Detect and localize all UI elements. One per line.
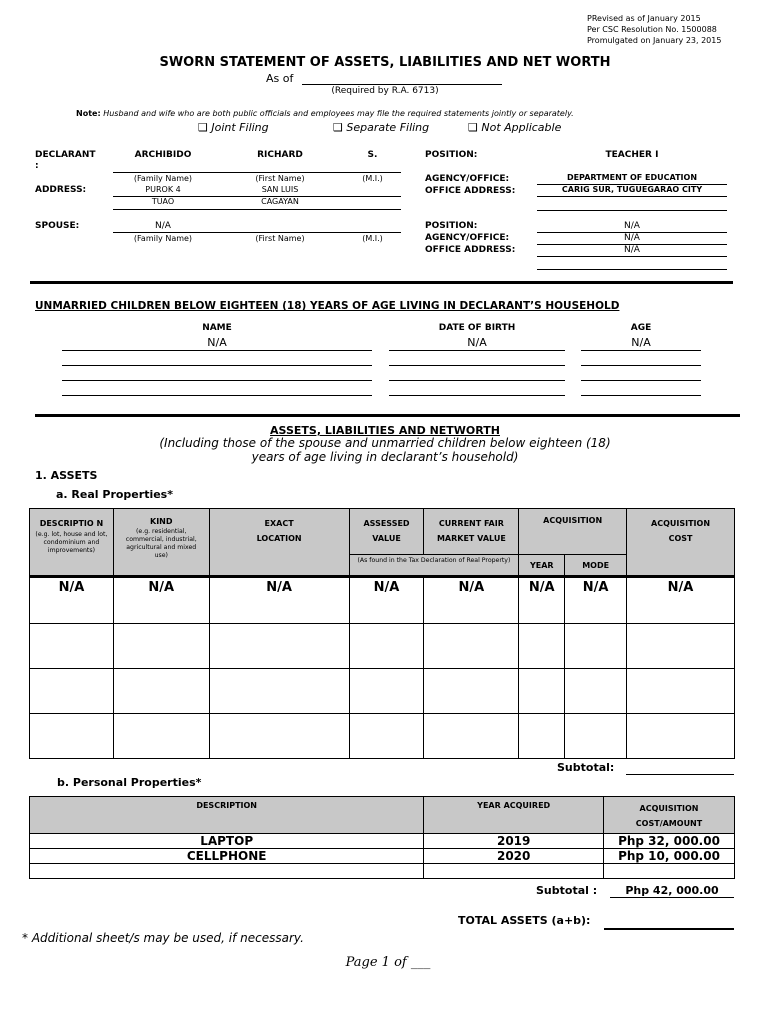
revision-line-1: PRevised as of January 2015 [587,14,701,23]
section-divider-2 [35,414,740,417]
header-kind-note: (e.g. residential, commercial, industrial, agricultural and mixed use) [125,528,197,559]
real-assessed: N/A [349,577,424,624]
real-acq-cost: N/A [627,577,735,624]
header-personal-year: YEAR ACQUIRED [424,797,604,834]
joint-filing-option[interactable] [198,121,269,134]
spouse-label: SPOUSE: [35,221,80,231]
child-age: N/A [631,336,651,349]
note-label: Note: [76,109,101,118]
spouse-position: N/A [624,221,640,231]
declarant-mi: S. [367,150,378,160]
office-address-line [537,196,727,197]
sub-mi: (M.I.) [362,174,383,183]
address-line1b: SAN LUIS [261,185,299,194]
personal-properties-table [29,796,735,879]
spouse-sub-first: (First Name) [255,234,305,243]
as-of-label: As of [266,72,294,85]
real-mode: N/A [565,577,627,624]
note-text: Husband and wife who are both public officials and employees may file the required statements jointly or separately. [103,109,574,118]
separate-filing-option[interactable] [333,121,429,134]
personal-cost-2: Php 10, 000.00 [604,849,735,864]
header-kind [113,509,209,577]
sub-first-name: (First Name) [255,174,305,183]
office-address-line-2 [537,210,727,211]
children-heading: UNMARRIED CHILDREN BELOW EIGHTEEN (18) YEARS OF AGE LIVING IN DECLARANT’S HOUSEHOLD [35,300,620,312]
spouse-sub-family: (Family Name) [133,234,193,243]
real-subtotal-line[interactable] [626,774,734,775]
table-row [30,834,735,849]
personal-cost-1: Php 32, 000.00 [604,834,735,849]
header-year: YEAR [519,555,565,577]
declarant-label: DECLARANT [35,150,96,160]
real-fair-market: N/A [424,577,519,624]
declarant-colon: : [35,161,39,171]
header-kind-label: KIND [150,517,173,526]
children-col-dob: DATE OF BIRTH [438,323,516,333]
personal-year-2: 2020 [424,849,604,864]
declarant-name-line [113,172,401,173]
address-line2b: CAGAYAN [261,197,299,206]
personal-year-1: 2019 [424,834,604,849]
real-year: N/A [519,577,565,624]
joint-filing-label: Joint Filing [211,121,269,134]
table-row [30,669,735,714]
real-subtotal-label: Subtotal: [557,761,615,774]
note [76,109,574,118]
personal-subtotal: Php 42, 000.00 [625,884,719,897]
real-kind: N/A [113,577,209,624]
spouse-office-line-2 [537,269,727,270]
address-label: ADDRESS: [35,185,87,195]
revision-line-2: Per CSC Resolution No. 1500088 [587,25,717,34]
position-label: POSITION: [425,150,478,160]
page-footer: Page 1 of ___ [345,955,431,970]
total-assets-line[interactable] [604,928,734,930]
declarant-family-name: ARCHIBIDO [134,150,192,160]
table-row [30,624,735,669]
children-col-name: NAME [202,323,232,333]
checkbox-icon[interactable]: ❑ [468,121,478,134]
spouse-office-address-label: OFFICE ADDRESS: [425,245,516,255]
header-description-label: DESCRIPTIO N [39,519,104,528]
spouse-office-line [537,256,727,257]
personal-subtotal-label: Subtotal : [536,884,598,897]
checkbox-icon[interactable]: ❑ [333,121,343,134]
address-line2a: TUAO [151,197,175,206]
personal-description-2: CELLPHONE [30,849,424,864]
table-row [30,714,735,759]
agency-label: AGENCY/OFFICE: [425,174,510,184]
child-name: N/A [207,336,227,349]
spouse-agency-label: AGENCY/OFFICE: [425,233,510,243]
total-assets-label: TOTAL ASSETS (a+b): [458,914,591,927]
required-by: (Required by R.A. 6713) [331,86,439,96]
spouse-position-label: POSITION: [425,221,478,231]
table-row [30,864,735,879]
alnw-sub-2: years of age living in declarant’s household) [251,450,519,464]
spouse-agency: N/A [624,233,640,243]
revision-block [587,13,721,46]
header-tax-note: (As found in the Tax Declaration of Real Property) [349,555,519,577]
section-divider-1 [30,281,733,284]
alnw-heading: ASSETS, LIABILITIES AND NETWORTH [270,424,500,437]
header-description [30,509,114,577]
personal-properties-heading: b. Personal Properties* [57,776,202,789]
header-acquisition [519,509,627,555]
header-acquisition-label: ACQUISITION [543,516,603,525]
header-mode: MODE [565,555,627,577]
declarant-position: TEACHER I [605,150,659,160]
assets-heading: 1. ASSETS [35,469,98,482]
address-line-2 [113,209,401,210]
real-properties-table [29,508,735,759]
alnw-sub-1: (Including those of the spouse and unmarried children below eighteen (18) [159,436,611,450]
children-col-age: AGE [630,323,652,333]
sub-family-name: (Family Name) [133,174,193,183]
real-description: N/A [30,577,114,624]
header-fair-market-label: CURRENT FAIR MARKET VALUE [436,519,506,543]
separate-filing-label: Separate Filing [346,121,430,134]
spouse-sub-mi: (M.I.) [362,234,383,243]
header-description-note: (e.g. lot, house and lot, condominium and improvements) [35,531,108,554]
revision-line-3: Promulgated on January 23, 2015 [587,36,722,45]
header-location [209,509,349,577]
checkbox-icon[interactable]: ❑ [198,121,208,134]
header-fair-market [424,509,519,555]
personal-subtotal-line [610,897,734,898]
declarant-first-name: RICHARD [257,150,303,160]
header-assessed [349,509,424,555]
header-assessed-label: ASSESSED VALUE [363,519,410,543]
child-dob: N/A [467,336,487,349]
not-applicable-label: Not Applicable [481,121,562,134]
not-applicable-option[interactable] [468,121,561,134]
real-properties-heading: a. Real Properties* [56,488,173,501]
header-personal-cost: ACQUISITION COST/AMOUNT [604,797,735,834]
spouse-name: N/A [155,221,171,231]
header-location-label: EXACT LOCATION [256,519,302,543]
personal-description-1: LAPTOP [30,834,424,849]
header-acq-cost [627,509,735,577]
spouse-office-address: N/A [624,245,640,255]
form-title: SWORN STATEMENT OF ASSETS, LIABILITIES AND NET WORTH [159,55,611,70]
table-row [30,849,735,864]
as-of-line[interactable] [302,84,502,85]
spouse-name-line [113,232,401,233]
declarant-office-address: CARIG SUR, TUGUEGARAO CITY [561,185,703,194]
table-row [30,577,735,624]
office-address-label: OFFICE ADDRESS: [425,186,516,196]
declarant-agency: DEPARTMENT OF EDUCATION [566,173,698,182]
real-location: N/A [209,577,349,624]
header-acq-cost-label: ACQUISITION COST [651,519,711,543]
footnote: * Additional sheet/s may be used, if necessary. [22,931,304,945]
header-personal-description: DESCRIPTION [30,797,424,834]
address-line1a: PUROK 4 [145,185,181,194]
